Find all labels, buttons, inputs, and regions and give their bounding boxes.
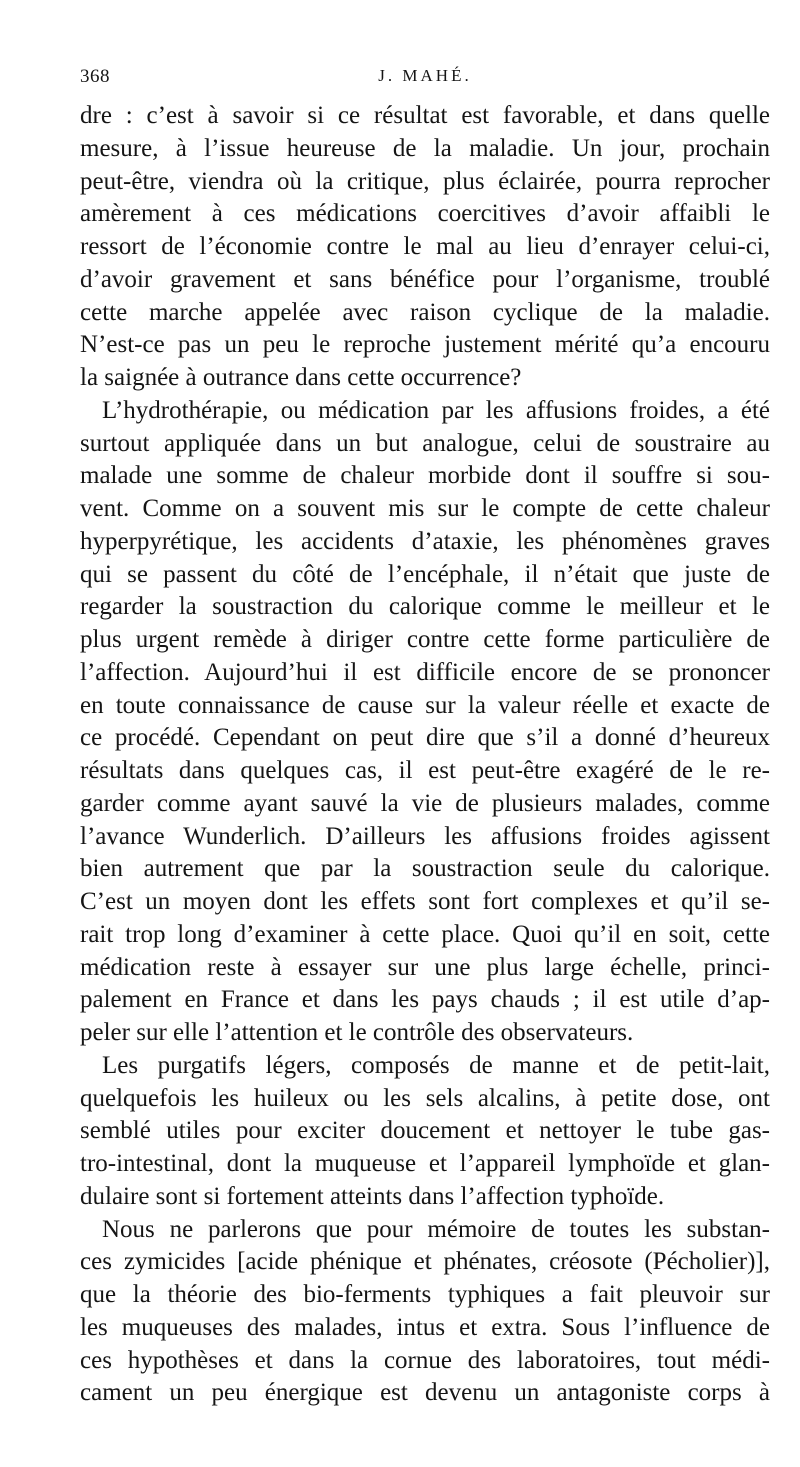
text-line: dulaire sont si fortement atteints dans l’affection typhoïde.: [80, 1182, 665, 1210]
text-line: d’avoir gravement et sans bénéfice pour l’organisme, troublé: [80, 265, 770, 293]
text-line: quelquefois les huileux ou les sels alcalins, à petite dose, ont: [80, 1084, 770, 1112]
text-line: ces hypothèses et dans la cornue des laboratoires, tout médi-: [80, 1346, 770, 1374]
text-line: les muqueuses des malades, intus et extra. Sous l’influence de: [80, 1313, 770, 1341]
running-title: J. MAHÉ.: [378, 66, 472, 85]
text-line: l’avance Wunderlich. D’ailleurs les affusions froides agissent: [80, 822, 770, 850]
text-line: garder comme ayant sauvé la vie de plusieurs malades, comme: [80, 789, 770, 817]
page-number: 368: [80, 66, 110, 87]
text-line: rait trop long d’examiner à cette place. Quoi qu’il en soit, cette: [80, 920, 770, 948]
text-line: vent. Comme on a souvent mis sur le compte de cette chaleur: [80, 495, 770, 522]
text-line: ce procédé. Cependant on peut dire que s’il a donné d’heureux: [80, 724, 770, 752]
text-line: la saignée à outrance dans cette occurrence?: [80, 364, 522, 391]
text-line: bien autrement que par la soustraction seule du calorique.: [80, 855, 770, 883]
text-line: ces zymicides [acide phénique et phénates, créosote (Pécholier)],: [80, 1248, 770, 1276]
body-text: [80, 100, 770, 1410]
text-line: qui se passent du côté de l’encéphale, il n’était que juste de: [80, 560, 770, 588]
text-line: cette marche appelée avec raison cyclique de la maladie.: [80, 298, 770, 326]
text-line: malade une somme de chaleur morbide dont il souffre si sou-: [80, 462, 770, 490]
text-line: N’est-ce pas un peu le reproche justement mérité qu’a encouru: [80, 331, 770, 359]
text-line: mesure, à l’issue heureuse de la maladie. Un jour, prochain: [80, 134, 770, 162]
running-header: [80, 66, 770, 96]
text-line: Les purgatifs légers, composés de manne et de petit-lait,: [102, 1051, 770, 1079]
text-line: Nous ne parlerons que pour mémoire de toutes les substan-: [102, 1215, 770, 1243]
text-line: en toute connaissance de cause sur la valeur réelle et exacte de: [80, 691, 770, 719]
text-line: C’est un moyen dont les effets sont fort complexes et qu’il se-: [80, 888, 770, 915]
text-line: plus urgent remède à diriger contre cette forme particulière de: [80, 626, 770, 653]
text-line: L’hydrothérapie, ou médication par les affusions froides, a été: [102, 396, 770, 424]
text-line: hyperpyrétique, les accidents d’ataxie, les phénomènes graves: [80, 527, 770, 555]
text-line: regarder la soustraction du calorique comme le meilleur et le: [80, 593, 770, 621]
text-line: tro-intestinal, dont la muqueuse et l’appareil lymphoïde et glan-: [80, 1150, 770, 1177]
text-line: cament un peu énergique est devenu un antagoniste corps à: [80, 1379, 770, 1407]
text-line: que la théorie des bio-ferments typhiques a fait pleuvoir sur: [80, 1281, 770, 1308]
text-line: peut-être, viendra où la critique, plus éclairée, pourra reprocher: [80, 167, 770, 195]
text-line: résultats dans quelques cas, il est peut-être exagéré de le re-: [80, 757, 770, 784]
text-line: dre : c’est à savoir si ce résultat est favorable, et dans quelle: [80, 102, 770, 129]
text-line: surtout appliquée dans un but analogue, celui de soustraire au: [80, 429, 770, 457]
text-line: peler sur elle l’attention et le contrôle des observateurs.: [80, 1019, 634, 1046]
text-line: médication reste à essayer sur une plus large échelle, princi-: [80, 953, 770, 981]
text-line: palement en France et dans les pays chauds ; il est utile d’ap-: [80, 986, 770, 1014]
text-line: ressort de l’économie contre le mal au lieu d’enrayer celui-ci,: [80, 233, 770, 260]
text-line: amèrement à ces médications coercitives d’avoir affaibli le: [80, 200, 770, 228]
text-line: l’affection. Aujourd’hui il est difficile encore de se prononcer: [80, 658, 770, 686]
text-line: semblé utiles pour exciter doucement et nettoyer le tube gas-: [80, 1117, 770, 1145]
